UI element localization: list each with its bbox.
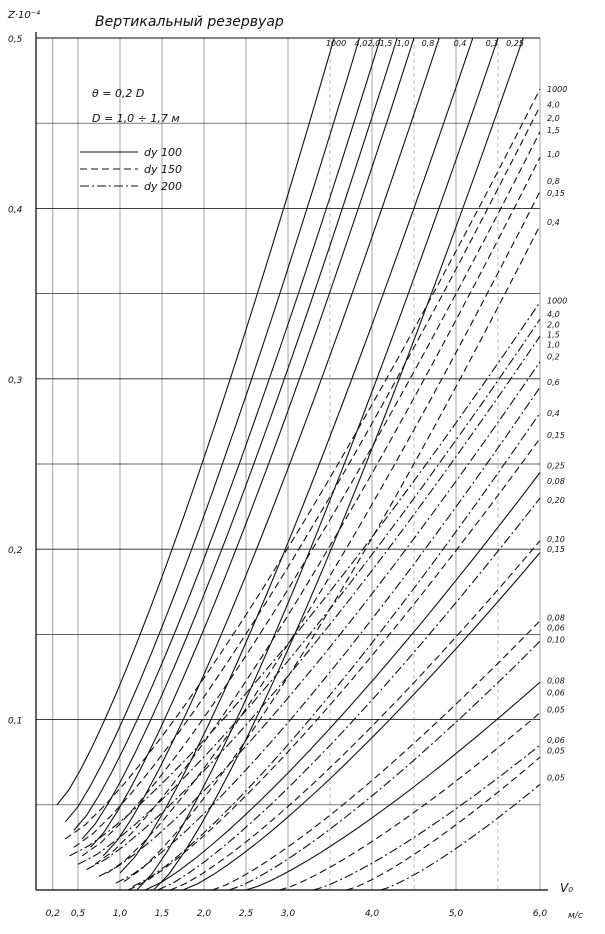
curve-dashdot bbox=[313, 745, 540, 890]
top-curve-label: 1,0 bbox=[396, 39, 410, 48]
right-curve-label: 0,4 bbox=[547, 218, 560, 228]
right-curve-label: 2,0 bbox=[547, 320, 560, 330]
right-curve-label: 2,0 bbox=[547, 114, 560, 124]
right-curve-label: 4,0 bbox=[547, 310, 560, 320]
x-tick-label: 0,5 bbox=[70, 909, 86, 919]
x-tick-label: 1,5 bbox=[154, 909, 170, 919]
curve-dashdot bbox=[116, 387, 540, 883]
right-curve-label: 0,6 bbox=[547, 378, 560, 388]
right-curve-label: 0,05 bbox=[547, 746, 565, 756]
top-curve-label: 0,8 bbox=[421, 39, 435, 48]
x-tick-label: 3,0 bbox=[280, 909, 296, 919]
curve-dashdot bbox=[380, 784, 540, 890]
right-curve-label: 0,15 bbox=[547, 189, 565, 199]
top-curve-label: 1000 bbox=[325, 39, 347, 48]
right-curve-label: 0,05 bbox=[547, 705, 565, 715]
top-curve-labels bbox=[326, 39, 524, 48]
right-curve-label: 0,15 bbox=[547, 431, 565, 441]
right-curve-label: 0,06 bbox=[547, 688, 565, 698]
curve-solid bbox=[65, 38, 359, 822]
right-curve-label: 4,0 bbox=[547, 100, 560, 110]
right-curve-label: 0,10 bbox=[547, 635, 565, 645]
grid bbox=[36, 38, 540, 890]
top-curve-label: 1,5 bbox=[379, 39, 393, 48]
legend-label: dу 150 bbox=[144, 163, 182, 176]
x-tick-label: 0,2 bbox=[45, 909, 60, 919]
chart-title: Вертикальный резервуар bbox=[95, 14, 284, 30]
right-curve-label: 0,06 bbox=[547, 736, 565, 746]
x-tick-label: 1,0 bbox=[112, 909, 128, 919]
y-tick-label: 0,1 bbox=[8, 716, 23, 727]
x-tick-label: 2,5 bbox=[238, 909, 254, 919]
axes bbox=[8, 32, 548, 919]
x-tick-label: 6,0 bbox=[532, 909, 548, 919]
right-curve-labels bbox=[547, 85, 567, 782]
right-curve-label: 1,0 bbox=[547, 340, 560, 350]
right-curve-label: 1000 bbox=[547, 85, 568, 95]
right-curve-label: 0,25 bbox=[547, 461, 565, 471]
right-curve-label: 0,06 bbox=[547, 623, 565, 633]
param-theta: θ = 0,2 D bbox=[92, 87, 145, 100]
x-tick-label: 5,0 bbox=[448, 909, 464, 919]
curve-solid bbox=[145, 473, 540, 891]
curve-dashed bbox=[212, 621, 540, 890]
right-curve-label: 0,15 bbox=[547, 545, 565, 555]
curve-dashdot bbox=[78, 319, 540, 864]
right-curve-label: 0,08 bbox=[547, 477, 565, 487]
y-tick-label: 0,2 bbox=[8, 546, 23, 557]
legend-label: dу 100 bbox=[144, 146, 182, 159]
legend-label: dу 200 bbox=[144, 180, 182, 193]
curve-dashed bbox=[74, 106, 540, 847]
params-box bbox=[92, 87, 180, 125]
right-curve-label: 1,5 bbox=[547, 126, 560, 136]
top-curve-label: 0,3 bbox=[485, 39, 499, 48]
top-curve-label: 0,25 bbox=[506, 39, 524, 48]
y-tick-label: 0,3 bbox=[8, 375, 23, 386]
right-curve-label: 0,4 bbox=[547, 408, 560, 418]
top-curve-label: 4,0 bbox=[354, 39, 368, 48]
right-curve-label: 0,2 bbox=[547, 352, 560, 362]
curve-dashdot bbox=[158, 498, 540, 890]
right-curve-label: 1000 bbox=[547, 296, 568, 306]
y-tick-label: 0,4 bbox=[8, 205, 23, 216]
y-axis-label: Z·10⁻⁴ bbox=[8, 10, 41, 21]
right-curve-label: 0,08 bbox=[547, 676, 565, 686]
curve-dashed bbox=[128, 438, 540, 890]
right-curve-label: 0,8 bbox=[547, 177, 560, 187]
right-curve-label: 0,08 bbox=[547, 613, 565, 623]
param-diameter: D = 1,0 ÷ 1,7 м bbox=[92, 112, 180, 125]
right-curve-label: 1,0 bbox=[547, 149, 560, 159]
top-curve-label: 2,0 bbox=[367, 39, 381, 48]
curve-solid bbox=[103, 38, 439, 856]
right-curve-label: 0,20 bbox=[547, 495, 565, 505]
right-curve-label: 0,05 bbox=[547, 773, 565, 783]
curve-dashdot bbox=[70, 302, 540, 856]
x-axis-unit: м/с bbox=[568, 911, 583, 921]
legend bbox=[80, 146, 182, 193]
right-curve-label: 1,5 bbox=[547, 330, 560, 340]
y-tick-label: 0,5 bbox=[8, 35, 23, 45]
x-tick-label: 4,0 bbox=[364, 909, 380, 919]
curve-solid bbox=[246, 682, 540, 890]
top-curve-label: 0,4 bbox=[453, 39, 467, 48]
x-tick-label: 2,0 bbox=[196, 909, 212, 919]
curve-dashed bbox=[280, 713, 540, 890]
x-axis-label: V₀ bbox=[560, 881, 574, 895]
right-curve-label: 0,10 bbox=[547, 534, 565, 544]
